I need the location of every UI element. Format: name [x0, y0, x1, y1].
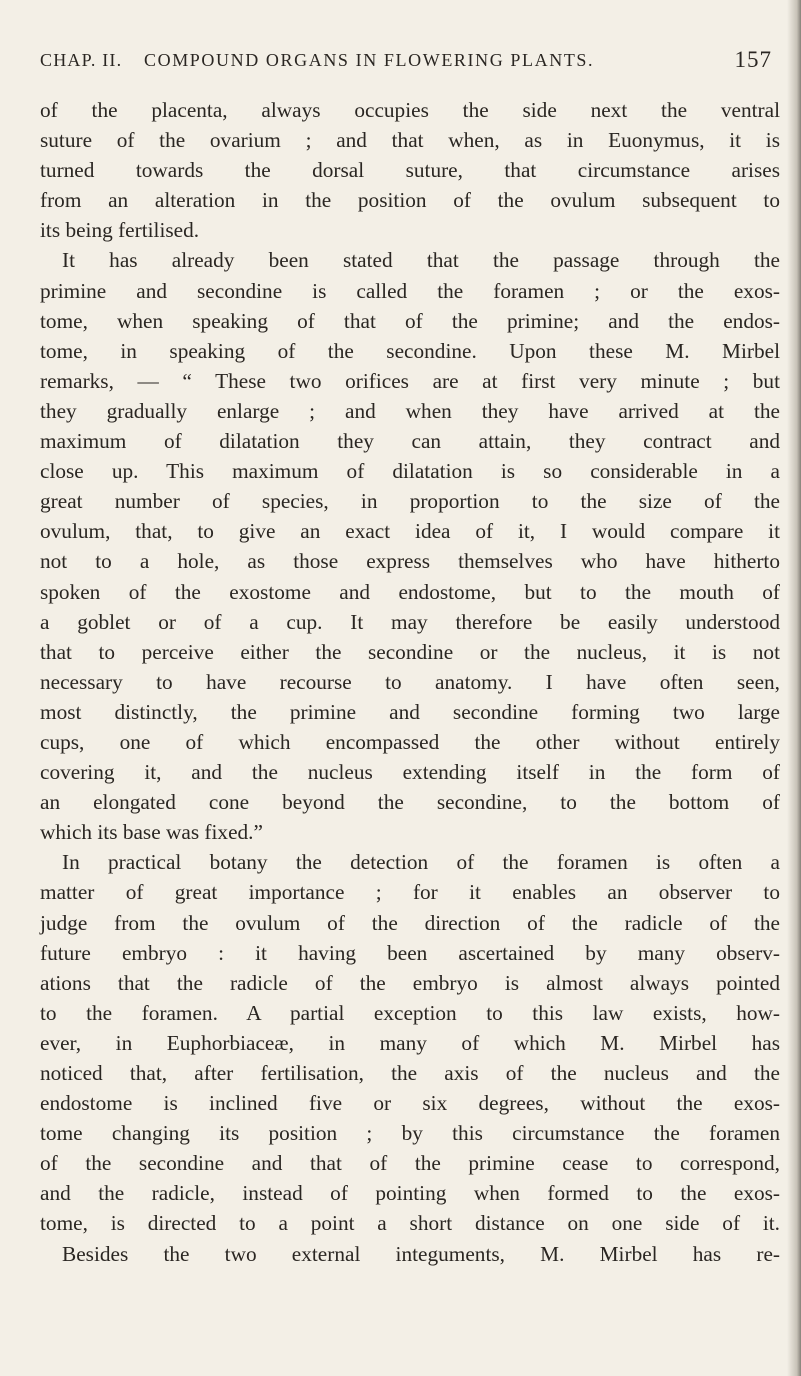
text-line: tome, when speaking of that of the primine; and the endos-: [40, 308, 780, 333]
text-line: endostome is inclined five or six degrees, without the exos-: [40, 1091, 780, 1116]
text-line: covering it, and the nucleus extending itself in the form of: [40, 760, 780, 785]
text-line: most distinctly, the primine and secondine forming two large: [40, 699, 780, 724]
text-line: of the secondine and that of the primine cease to correspond,: [40, 1151, 780, 1176]
text-line: ations that the radicle of the embryo is almost always pointed: [40, 970, 780, 995]
text-line: suture of the ovarium ; and that when, as in Euonymus, it is: [40, 128, 780, 153]
text-line: of the placenta, always occupies the side next the ventral: [40, 98, 780, 122]
text-line: primine and secondine is called the foramen ; or the exos-: [40, 278, 780, 303]
text-line: ever, in Euphorbiaceæ, in many of which M. Mirbel has: [40, 1030, 780, 1055]
body-text: [40, 95, 780, 1269]
text-line: It has already been stated that the passage through the: [62, 248, 780, 273]
text-line: and the radicle, instead of pointing when formed to the exos-: [40, 1181, 780, 1206]
text-line: necessary to have recourse to anatomy. I have often seen,: [40, 669, 780, 694]
text-line: from an alteration in the position of the ovulum subsequent to: [40, 188, 780, 213]
text-line: future embryo : it having been ascertained by many observ-: [40, 940, 780, 965]
text-line: to the foramen. A partial exception to this law exists, how-: [40, 1000, 780, 1025]
text-line: cups, one of which encompassed the other without entirely: [40, 729, 780, 754]
text-line: tome, in speaking of the secondine. Upon these M. Mirbel: [40, 338, 780, 363]
page-number: 157: [734, 47, 772, 72]
text-line: judge from the ovulum of the direction of the radicle of the: [40, 910, 780, 935]
text-line: tome changing its position ; by this circumstance the foramen: [40, 1121, 780, 1146]
text-line: ovulum, that, to give an exact idea of it, I would compare it: [40, 519, 780, 544]
text-line: tome, is directed to a point a short distance on one side of it.: [40, 1211, 780, 1236]
text-line: In practical botany the detection of the foramen is often a: [62, 850, 780, 875]
text-line: they gradually enlarge ; and when they have arrived at the: [40, 398, 780, 423]
text-line: not to a hole, as those express themselves who have hitherto: [40, 549, 780, 574]
text-line: noticed that, after fertilisation, the axis of the nucleus and the: [40, 1061, 780, 1085]
text-line: a goblet or of a cup. It may therefore be easily understood: [40, 609, 780, 634]
text-line: close up. This maximum of dilatation is so considerable in a: [40, 459, 780, 484]
running-title: COMPOUND ORGANS IN FLOWERING PLANTS.: [144, 50, 595, 70]
running-head: [40, 47, 780, 80]
text-line: great number of species, in proportion to the size of the: [40, 489, 780, 514]
text-line: turned towards the dorsal suture, that circumstance arises: [40, 158, 780, 183]
text-line: which its base was fixed.”: [40, 820, 263, 845]
text-line: Besides the two external integuments, M. Mirbel has re-: [62, 1241, 780, 1266]
text-line: remarks, — “ These two orifices are at first very minute ; but: [40, 368, 780, 393]
chapter-label: CHAP. II.: [40, 50, 123, 70]
page-edge-shadow: [787, 0, 801, 1376]
text-line: that to perceive either the secondine or the nucleus, it is not: [40, 639, 780, 664]
text-line: its being fertilised.: [40, 218, 200, 243]
text-line: matter of great importance ; for it enables an observer to: [40, 880, 780, 905]
text-line: spoken of the exostome and endostome, but to the mouth of: [40, 579, 780, 604]
text-line: an elongated cone beyond the secondine, to the bottom of: [40, 790, 780, 815]
text-line: maximum of dilatation they can attain, they contract and: [40, 429, 780, 454]
